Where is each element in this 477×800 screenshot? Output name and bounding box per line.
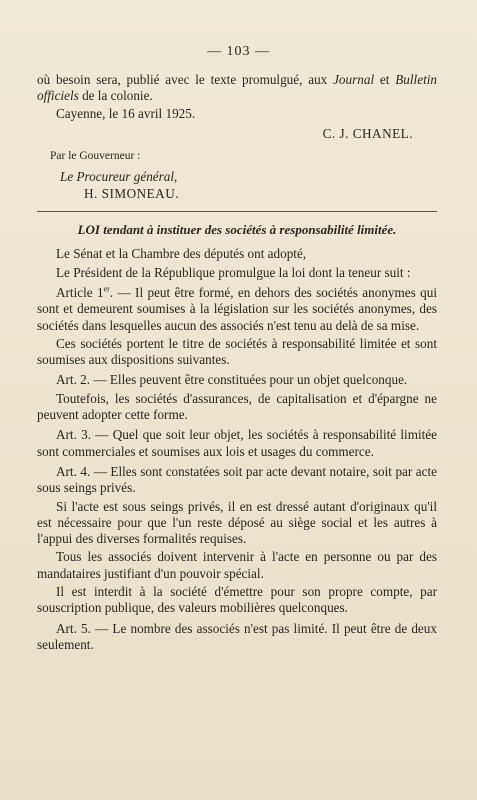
preamble-paragraph: Le Président de la République promulgue la loi dont la teneur suit : <box>56 264 411 280</box>
paragraph-text: . — Il peut être formé, en dehors des sociétés anonymes qui sont et demeurent soumises à la législation sur les sociétés anonymes, des sociétés dans lesquelles aucun des associés n'est tenu au delà de sa mise. <box>37 284 437 333</box>
by-governor-label: Par le Gouverneur : <box>50 150 141 163</box>
paragraph-text: Il est interdit à la société d'émettre pour son propre compte, par souscription publique, des valeurs mobilières quelconques. <box>37 584 437 616</box>
body-paragraph <box>37 391 437 424</box>
procureur-title-text: Le Procureur général, <box>60 169 178 185</box>
article-label: Art. 3 <box>56 427 88 443</box>
paragraph-text: Toutefois, les sociétés d'assurances, de capitalisation et d'épargne ne peuvent adopter cette forme. <box>37 390 437 423</box>
article-label: Art. 2 <box>56 372 87 388</box>
article-paragraph <box>37 621 437 654</box>
page-number: — 103 — <box>207 44 270 59</box>
continuation-italic-bulletin: Bulletin officiels <box>37 72 437 104</box>
continuation-mid: et <box>374 72 396 87</box>
article-paragraph <box>37 372 437 388</box>
paragraph-text: Tous les associés doivent intervenir à l'acte en personne ou par des mandataires justifiant d'un pouvoir spécial. <box>37 549 437 581</box>
page-content <box>37 44 437 653</box>
procureur-name: H. SIMONEAU. <box>84 185 180 201</box>
continuation-after: de la colonie. <box>78 88 153 104</box>
paragraph-text: . — Le nombre des associés n'est pas limité. Il peut être de deux seulement. <box>37 620 437 652</box>
paragraph-text: . — Quel que soit leur objet, les sociétés à responsabilité limitée sont commerciales et soumises aux lois et usages du commerce. <box>37 427 437 459</box>
paragraph-text: . — Elles peuvent être constituées pour un objet quelconque. <box>86 372 408 388</box>
article-label: Art. 5 <box>56 620 88 636</box>
paragraph-text: Si l'acte est sous seings privés, il en est dressé autant d'originaux qu'il est nécessaire pour que l'un reste déposé au siège social et les autres à l'appui des diverses formalités requises. <box>37 498 437 547</box>
paragraph-text: . — Elles sont constatées soit par acte devant notaire, soit par acte sous seings privés. <box>37 463 437 496</box>
body-paragraph <box>37 499 437 548</box>
article-label: Art. 4 <box>56 463 87 479</box>
signatory-governor: C. J. CHANEL. <box>322 125 413 141</box>
continuation-italic-journal: Journal <box>333 72 375 87</box>
continuation-text <box>37 72 437 105</box>
law-title: LOI tendant à instituer des sociétés à responsabilité limitée. <box>77 222 397 238</box>
continuation-before: où besoin sera, publié avec le texte promulgué, aux <box>37 72 334 87</box>
section-divider <box>37 211 437 212</box>
article-label-superscript: er <box>103 284 110 294</box>
articles-list <box>37 285 437 653</box>
body-paragraph <box>37 584 437 617</box>
article-paragraph <box>37 285 437 334</box>
date-line: Cayenne, le 16 avril 1925. <box>56 105 196 121</box>
article-label: Article 1 <box>56 284 104 300</box>
preamble <box>37 246 437 281</box>
preamble-paragraph: Le Sénat et la Chambre des députés ont adopté, <box>56 246 307 262</box>
procureur-title <box>60 169 437 185</box>
body-paragraph <box>37 336 437 369</box>
article-paragraph <box>37 464 437 497</box>
article-paragraph <box>37 427 437 460</box>
paragraph-text: Ces sociétés portent le titre de sociétés à responsabilité limitée et sont soumises aux dispositions suivantes. <box>37 335 437 368</box>
body-paragraph <box>37 549 437 582</box>
